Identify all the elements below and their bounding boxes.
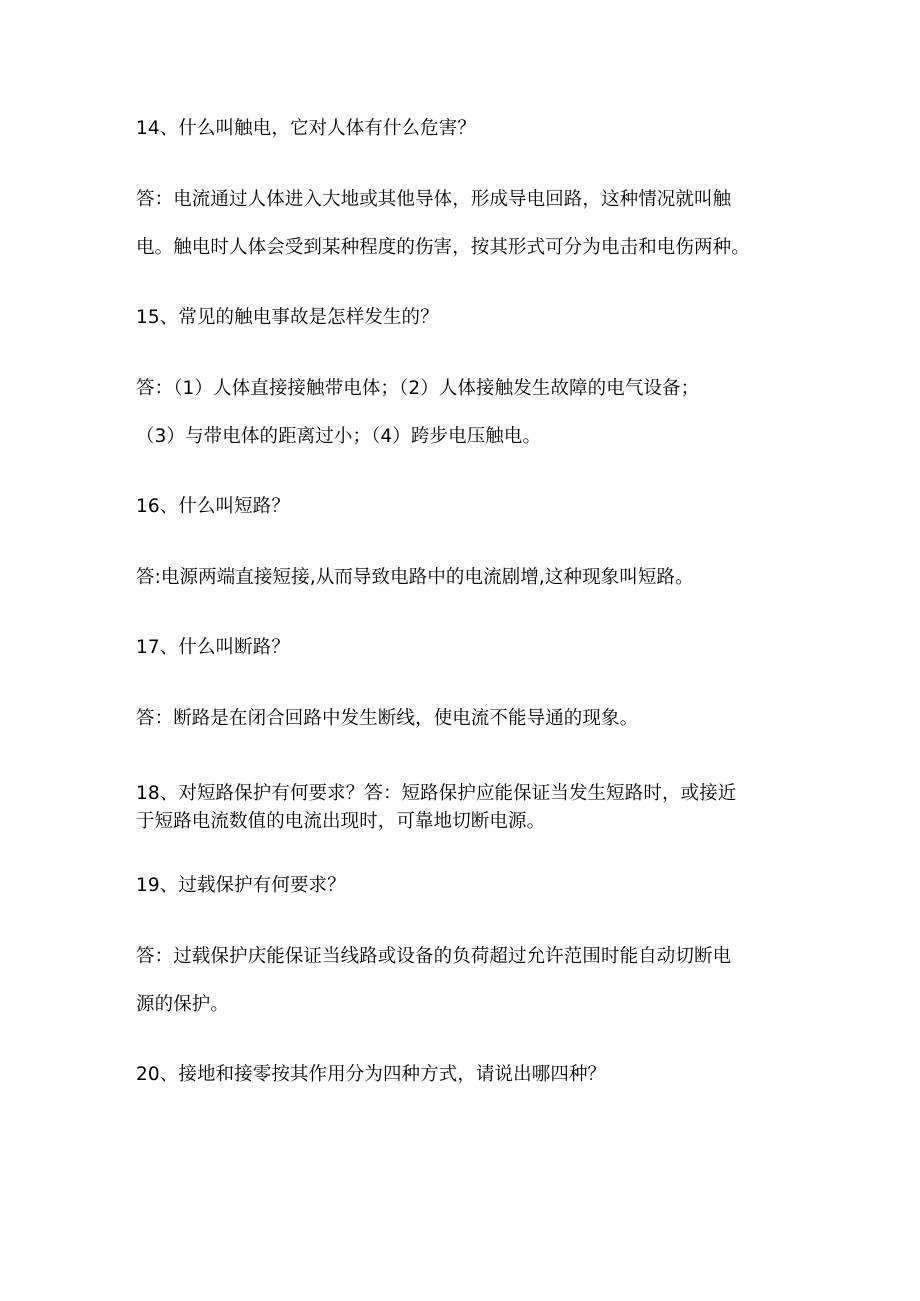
answer-15-line-2: （3）与带电体的距离过小；（4）跨步电压触电。 (136, 426, 542, 447)
answer-19-line-1: 答：过载保护庆能保证当线路或设备的负荷超过允许范围时能自动切断电 (136, 946, 732, 967)
question-19: 19、过载保护有何要求？ (136, 875, 346, 896)
answer-17-line-1: 答：断路是在闭合回路中发生断线，使电流不能导通的现象。 (136, 708, 639, 729)
question-20: 20、接地和接零按其作用分为四种方式，请说出哪四种？ (136, 1064, 607, 1085)
answer-16-line-1: 答:电源两端直接短接,从而导致电路中的电流剧增,这种现象叫短路。 (136, 567, 694, 588)
question-17: 17、什么叫断路？ (136, 637, 290, 658)
answer-15-line-1: 答：（1）人体直接接触带电体；（2）人体接触发生故障的电气设备； (136, 378, 700, 399)
answer-18-line-1: 于短路电流数值的电流出现时，可靠地切断电源。 (136, 811, 546, 832)
answer-19-line-2: 源的保护。 (136, 994, 230, 1015)
answer-14-line-1: 答：电流通过人体进入大地或其他导体，形成导电回路，这种情况就叫触 (136, 189, 732, 210)
question-16: 16、什么叫短路？ (136, 496, 290, 517)
answer-14-line-2: 电。触电时人体会受到某种程度的伤害，按其形式可分为电击和电伤两种。 (136, 237, 750, 258)
question-15: 15、常见的触电事故是怎样发生的？ (136, 307, 439, 328)
question-14: 14、什么叫触电，它对人体有什么危害？ (136, 118, 476, 139)
question-18: 18、对短路保护有何要求？答：短路保护应能保证当发生短路时，或接近 (136, 783, 737, 804)
